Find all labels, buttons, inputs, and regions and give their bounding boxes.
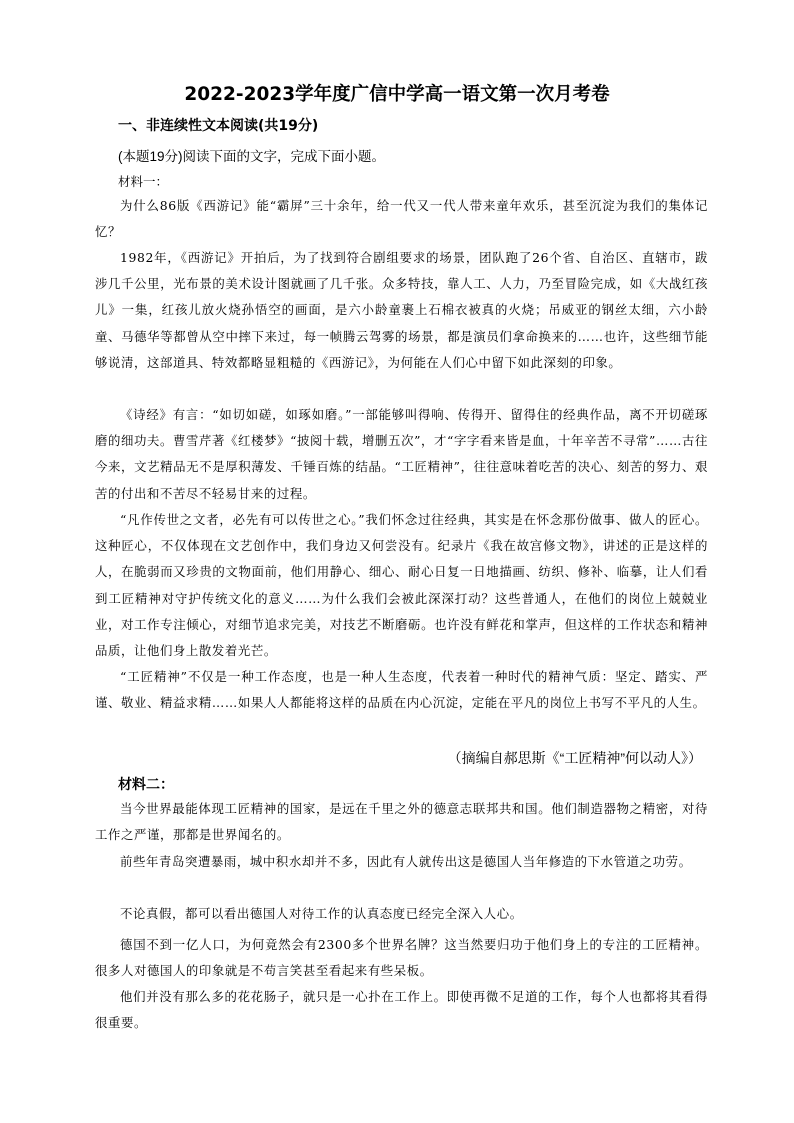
- material1-label: 材料一：: [118, 174, 169, 189]
- material1-paragraph: 为什么86版《西游记》能“霸屏”三十余年，给一代又一代人带来童年欢乐，甚至沉淀为我们的集体记忆？: [95, 198, 708, 240]
- question-instruction: (本题19分)阅读下面的文字，完成下面小题。: [118, 149, 386, 164]
- exam-title: 2022-2023学年度广信中学高一语文第一次月考卷: [184, 84, 610, 105]
- material2-paragraph: 前些年青岛突遭暴雨，城中积水却并不多，因此有人就传出这是德国人当年修造的下水管道之功劳。: [120, 854, 692, 869]
- material2-paragraph: 不论真假，都可以看出德国人对待工作的认真态度已经完全深入人心。: [120, 906, 523, 921]
- material2-paragraph: 他们并没有那么多的花花肠子，就只是一心扑在工作上。即使再微不足道的工作，每个人也都将其看得很重要。: [95, 989, 708, 1030]
- section-heading: 一、非连续性文本阅读(共19分): [118, 118, 319, 134]
- material1-paragraph: 1982年，《西游记》开拍后，为了找到符合剧组要求的场景，团队跑了26个省、自治区、直辖市，跋涉几千公里，光布景的美术设计图就画了几千张。众多特技，靠人工、人力，乃至冒险完成，如《大战红孩儿》一集，红孩儿放火烧孙悟空的画面，是六小龄童裹上石棉衣被真的火烧；吊威亚的钢丝太细，六小龄童、马德华等都曾从空中摔下来过，每一帧腾云驾雾的场景，都是演员们拿命换来的……也许，这些细节能够说清，这部道具、特效都略显粗糙的《西游记》，为何能在人们心中留下如此深刻的印象。: [95, 250, 708, 370]
- material1-paragraph: “工匠精神”不仅是一种工作态度，也是一种人生态度，代表着一种时代的精神气质：坚定、踏实、严谨、敬业、精益求精……如果人人都能将这样的品质在内心沉淀，定能在平凡的岗位上书写不平凡的人生。: [95, 669, 708, 711]
- material1-source: （摘编自郝思斯《“工匠精神”何以动人》）: [447, 750, 702, 766]
- material2-paragraph: 当今世界最能体现工匠精神的国家，是远在千里之外的德意志联邦共和国。他们制造器物之精密，对待工作之严谨，那都是世界闻名的。: [95, 801, 708, 842]
- material2-paragraph: 德国不到一亿人口，为何竟然会有2300多个世界名牌？这当然要归功于他们身上的专注的工匠精神。很多人对德国人的印象就是不苟言笑甚至看起来有些呆板。: [95, 937, 708, 978]
- material1-paragraph: “凡作传世之文者，必先有可以传世之心。”我们怀念过往经典，其实是在怀念那份做事、做人的匠心。这种匠心，不仅体现在文艺创作中，我们身边又何尝没有。纪录片《我在故宫修文物》，讲述的正是这样的人，在脆弱而又珍贵的文物面前，他们用静心、细心、耐心日复一日地描画、纺织、修补、临摹，让人们看到工匠精神对守护传统文化的意义……为什么我们会被此深深打动？这些普通人，在他们的岗位上兢兢业业，对工作专注倾心，对细节追求完美，对技艺不断磨砺。也许没有鲜花和掌声，但这样的工作状态和精神品质，让他们身上散发着光芒。: [95, 512, 708, 659]
- material1-paragraph: 《诗经》有言：“如切如磋，如琢如磨。”一部能够叫得响、传得开、留得住的经典作品，离不开切磋琢磨的细功夫。曹雪芹著《红楼梦》“披阅十载，增删五次”，才“字字看来皆是血，十年辛苦不寻常”……古往今来，文艺精品无不是厚积薄发、千锤百炼的结晶。“工匠精神”，往往意味着吃苦的决心、刻苦的努力、艰苦的付出和不苦尽不轻易甘来的过程。: [95, 407, 708, 501]
- material2-label: 材料二：: [118, 777, 174, 793]
